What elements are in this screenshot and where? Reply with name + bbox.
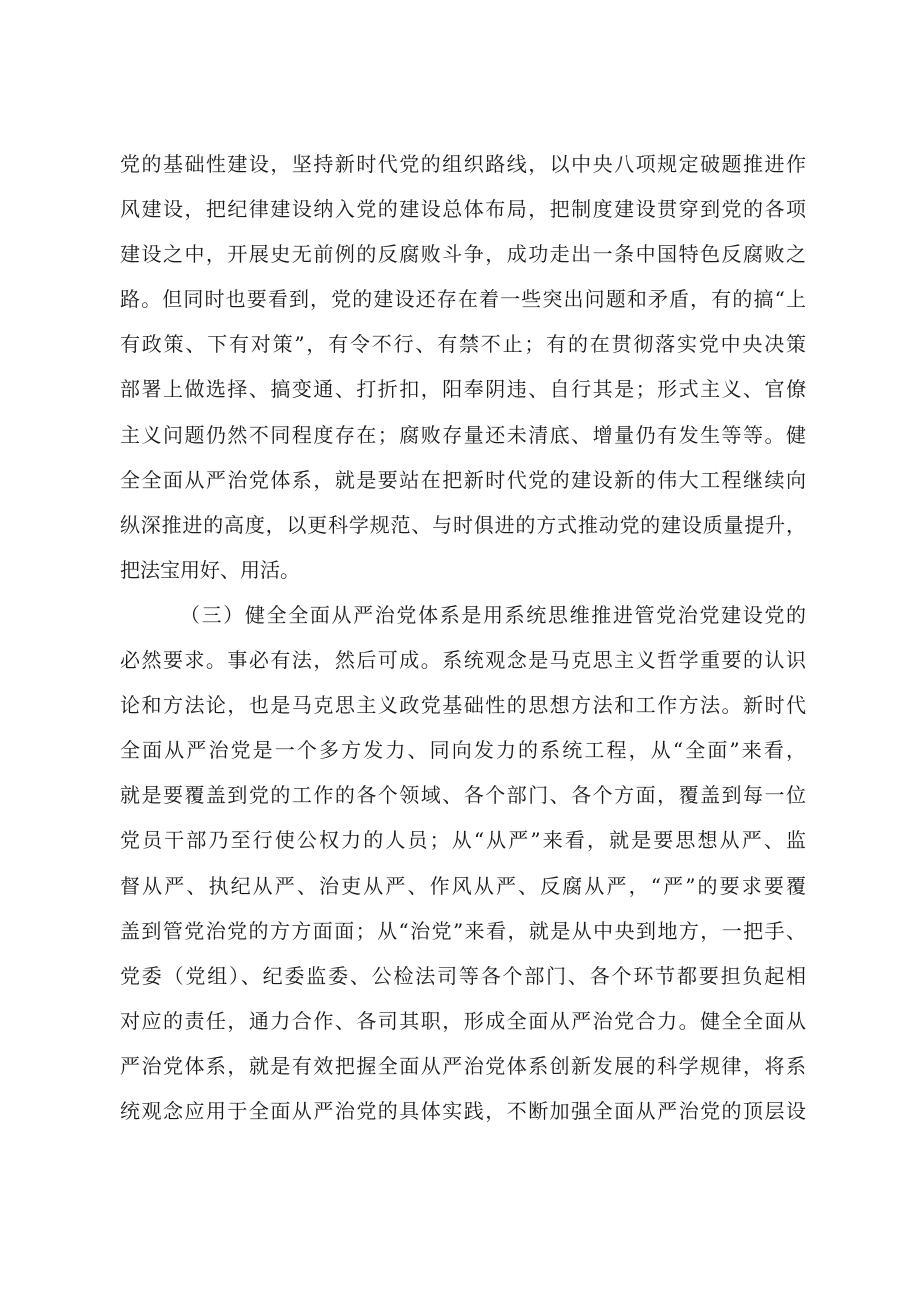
paragraph-line: 党的基础性建设，坚持新时代党的组织路线，以中央八项规定破题推进作 <box>120 152 806 176</box>
paragraph-line: 党委（党组）、纪委监委、公检法司等各个部门、各个环节都要担负起相 <box>120 963 806 988</box>
paragraph-line: 就是要覆盖到党的工作的各个领域、各个部门、各个方面，覆盖到每一位 <box>120 783 806 808</box>
paragraph-line: 严治党体系，就是有效把握全面从严治党体系创新发展的科学规律，将系 <box>120 1053 806 1078</box>
paragraph-line: 统观念应用于全面从严治党的具体实践，不断加强全面从严治党的顶层设 <box>120 1098 806 1123</box>
paragraph-line: 纵深推进的高度，以更科学规范、与时俱进的方式推动党的建设质量提升， <box>120 512 806 537</box>
paragraph-line: 部署上做选择、搞变通、打折扣，阳奉阴违、自行其是；形式主义、官僚 <box>120 377 806 402</box>
paragraph-line: 风建设，把纪律建设纳入党的建设总体布局，把制度建设贯穿到党的各项 <box>120 197 806 222</box>
paragraph-line: 对应的责任，通力合作、各司其职，形成全面从严治党合力。健全全面从 <box>120 1008 806 1033</box>
paragraph-line: 督从严、执纪从严、治吏从严、作风从严、反腐从严，“严”的要求要覆 <box>120 873 806 898</box>
section-heading-line: （三）健全全面从严治党体系是用系统思维推进管党治党建设党的 <box>180 602 806 627</box>
paragraph-line: 建设之中，开展史无前例的反腐败斗争，成功走出一条中国特色反腐败之 <box>120 242 806 267</box>
body-text <box>120 142 806 1134</box>
paragraph-line: 全全面从严治党体系，就是要站在把新时代党的建设新的伟大工程继续向 <box>120 467 806 492</box>
paragraph-line: 党员干部乃至行使公权力的人员；从“从严”来看，就是要思想从严、监 <box>120 828 806 853</box>
paragraph-line: 盖到管党治党的方方面面；从“治党”来看，就是从中央到地方，一把手、 <box>120 918 806 943</box>
paragraph-line: 主义问题仍然不同程度存在；腐败存量还未清底、增量仍有发生等等。健 <box>120 422 806 447</box>
paragraph-line: 全面从严治党是一个多方发力、同向发力的系统工程，从“全面”来看， <box>120 738 806 763</box>
paragraph-line: 有政策、下有对策”，有令不行、有禁不止；有的在贯彻落实党中央决策 <box>120 332 806 357</box>
paragraph-line: 必然要求。事必有法，然后可成。系统观念是马克思主义哲学重要的认识 <box>120 648 806 673</box>
paragraph-line: 把法宝用好、用活。 <box>120 557 300 582</box>
paragraph-line: 路。但同时也要看到，党的建设还存在着一些突出问题和矛盾，有的搞“上 <box>120 287 806 312</box>
paragraph-line: 论和方法论，也是马克思主义政党基础性的思想方法和工作方法。新时代 <box>120 693 806 718</box>
